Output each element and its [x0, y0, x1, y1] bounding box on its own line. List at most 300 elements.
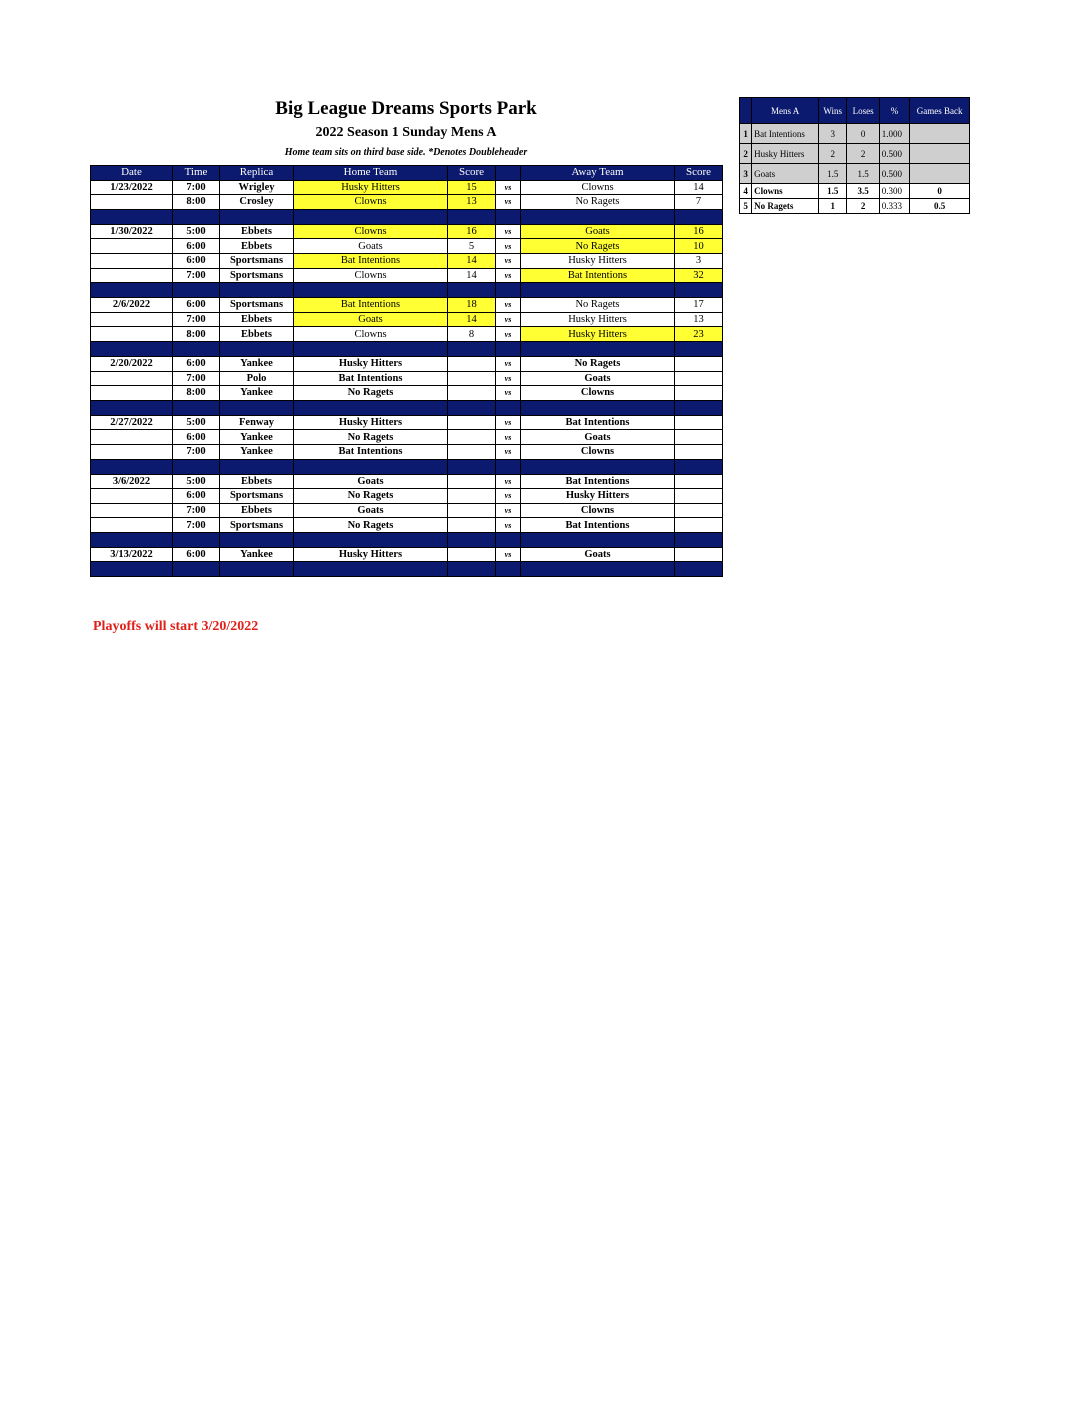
separator-cell — [496, 400, 521, 415]
home-team: No Ragets — [294, 489, 448, 504]
separator-cell — [220, 341, 294, 356]
away-team: Goats — [521, 547, 675, 562]
game-date — [91, 386, 173, 401]
home-team: Goats — [294, 312, 448, 327]
vs-label: vs — [496, 253, 521, 268]
standings-header-wins: Wins — [819, 98, 847, 124]
separator-cell — [496, 562, 521, 577]
game-row — [91, 195, 723, 210]
home-team: Bat Intentions — [294, 444, 448, 459]
separator-cell — [521, 341, 675, 356]
game-time: 6:00 — [173, 239, 220, 254]
separator-cell — [496, 532, 521, 547]
separator-cell — [220, 459, 294, 474]
game-row — [91, 444, 723, 459]
game-row — [91, 298, 723, 313]
game-date: 2/20/2022 — [91, 356, 173, 371]
replica-field: Polo — [220, 371, 294, 386]
separator-cell — [521, 209, 675, 224]
standings-team: Goats — [752, 164, 819, 184]
game-time: 5:00 — [173, 474, 220, 489]
away-score: 14 — [675, 180, 723, 195]
separator-cell — [91, 562, 173, 577]
replica-field: Sportsmans — [220, 518, 294, 533]
replica-field: Ebbets — [220, 503, 294, 518]
game-date — [91, 489, 173, 504]
game-date: 3/6/2022 — [91, 474, 173, 489]
away-score: 10 — [675, 239, 723, 254]
home-score: 14 — [448, 253, 496, 268]
game-time: 6:00 — [173, 356, 220, 371]
page-title: Big League Dreams Sports Park — [275, 98, 537, 119]
home-score: 14 — [448, 312, 496, 327]
game-date — [91, 268, 173, 283]
separator-cell — [91, 341, 173, 356]
game-row — [91, 268, 723, 283]
game-row — [91, 489, 723, 504]
separator-cell — [173, 283, 220, 298]
away-score — [675, 503, 723, 518]
away-score: 32 — [675, 268, 723, 283]
vs-label: vs — [496, 327, 521, 342]
away-score — [675, 415, 723, 430]
home-score: 14 — [448, 268, 496, 283]
standings-percent: 0.500 — [879, 144, 909, 164]
vs-label: vs — [496, 518, 521, 533]
replica-field: Sportsmans — [220, 268, 294, 283]
standings-wins: 1.5 — [819, 184, 847, 199]
week-separator-row — [91, 283, 723, 298]
column-header-time: Time — [173, 166, 220, 181]
home-team: Clowns — [294, 195, 448, 210]
away-team: Goats — [521, 430, 675, 445]
game-time: 6:00 — [173, 547, 220, 562]
standings-loses: 1.5 — [847, 164, 879, 184]
away-team: No Ragets — [521, 239, 675, 254]
away-score: 7 — [675, 195, 723, 210]
separator-cell — [173, 532, 220, 547]
separator-cell — [294, 341, 448, 356]
game-time: 7:00 — [173, 518, 220, 533]
standings-team: Bat Intentions — [752, 124, 819, 144]
replica-field: Wrigley — [220, 180, 294, 195]
standings-wins: 3 — [819, 124, 847, 144]
vs-label: vs — [496, 547, 521, 562]
standings-games-back — [910, 164, 970, 184]
separator-cell — [91, 209, 173, 224]
replica-field: Sportsmans — [220, 489, 294, 504]
game-time: 8:00 — [173, 386, 220, 401]
replica-field: Ebbets — [220, 224, 294, 239]
standings-team: No Ragets — [752, 199, 819, 214]
home-team: Husky Hitters — [294, 356, 448, 371]
separator-cell — [521, 459, 675, 474]
away-team: Clowns — [521, 386, 675, 401]
separator-cell — [91, 400, 173, 415]
home-score — [448, 415, 496, 430]
standings-rank: 5 — [740, 199, 752, 214]
standings-loses: 3.5 — [847, 184, 879, 199]
separator-cell — [496, 459, 521, 474]
vs-label: vs — [496, 239, 521, 254]
game-time: 6:00 — [173, 430, 220, 445]
away-team: Goats — [521, 371, 675, 386]
standings-wins: 1 — [819, 199, 847, 214]
separator-cell — [91, 532, 173, 547]
home-team: Bat Intentions — [294, 371, 448, 386]
separator-cell — [496, 283, 521, 298]
standings-row — [740, 144, 970, 164]
column-header-home-team: Home Team — [294, 166, 448, 181]
home-score — [448, 356, 496, 371]
separator-cell — [675, 209, 723, 224]
separator-cell — [521, 283, 675, 298]
week-separator-row — [91, 341, 723, 356]
game-date: 1/23/2022 — [91, 180, 173, 195]
separator-cell — [91, 459, 173, 474]
replica-field: Ebbets — [220, 474, 294, 489]
away-team: Husky Hitters — [521, 312, 675, 327]
away-score — [675, 371, 723, 386]
game-date — [91, 312, 173, 327]
game-row — [91, 312, 723, 327]
separator-cell — [220, 532, 294, 547]
home-team: Bat Intentions — [294, 253, 448, 268]
vs-label: vs — [496, 298, 521, 313]
separator-cell — [173, 209, 220, 224]
separator-cell — [448, 562, 496, 577]
game-row — [91, 503, 723, 518]
away-team: Clowns — [521, 180, 675, 195]
standings-row — [740, 124, 970, 144]
away-score — [675, 547, 723, 562]
home-team: No Ragets — [294, 386, 448, 401]
separator-cell — [448, 532, 496, 547]
away-team: Bat Intentions — [521, 518, 675, 533]
game-time: 8:00 — [173, 195, 220, 210]
game-row — [91, 474, 723, 489]
away-score — [675, 386, 723, 401]
home-score — [448, 430, 496, 445]
game-time: 7:00 — [173, 180, 220, 195]
home-team: Husky Hitters — [294, 180, 448, 195]
standings-header-percent: % — [879, 98, 909, 124]
away-team: No Ragets — [521, 298, 675, 313]
game-row — [91, 371, 723, 386]
standings-loses: 0 — [847, 124, 879, 144]
schedule-header-row — [91, 166, 723, 181]
standings-header-division: Mens A — [752, 98, 819, 124]
separator-cell — [675, 459, 723, 474]
standings-loses: 2 — [847, 144, 879, 164]
standings-games-back: 0.5 — [910, 199, 970, 214]
vs-label: vs — [496, 503, 521, 518]
away-score — [675, 489, 723, 504]
separator-cell — [521, 532, 675, 547]
away-team: No Ragets — [521, 356, 675, 371]
game-date — [91, 327, 173, 342]
week-separator-row — [91, 532, 723, 547]
separator-cell — [173, 562, 220, 577]
home-score — [448, 518, 496, 533]
game-date — [91, 430, 173, 445]
standings-percent: 0.500 — [879, 164, 909, 184]
vs-label: vs — [496, 474, 521, 489]
home-score: 15 — [448, 180, 496, 195]
home-score: 18 — [448, 298, 496, 313]
game-row — [91, 356, 723, 371]
vs-label: vs — [496, 444, 521, 459]
away-team: Husky Hitters — [521, 327, 675, 342]
standings-rank: 1 — [740, 124, 752, 144]
standings-team: Husky Hitters — [752, 144, 819, 164]
game-time: 7:00 — [173, 444, 220, 459]
vs-label: vs — [496, 356, 521, 371]
standings-header-games-back: Games Back — [910, 98, 970, 124]
home-team: Goats — [294, 474, 448, 489]
game-time: 6:00 — [173, 489, 220, 504]
away-team: Goats — [521, 224, 675, 239]
separator-cell — [173, 459, 220, 474]
home-team: No Ragets — [294, 430, 448, 445]
away-score: 3 — [675, 253, 723, 268]
playoffs-note: Playoffs will start 3/20/2022 — [93, 619, 259, 634]
game-row — [91, 327, 723, 342]
separator-cell — [675, 400, 723, 415]
separator-cell — [448, 341, 496, 356]
away-team: Bat Intentions — [521, 474, 675, 489]
week-separator-row — [91, 400, 723, 415]
vs-label: vs — [496, 268, 521, 283]
separator-cell — [448, 209, 496, 224]
replica-field: Ebbets — [220, 327, 294, 342]
standings-rank: 4 — [740, 184, 752, 199]
standings-percent: 0.300 — [879, 184, 909, 199]
standings-games-back: 0 — [910, 184, 970, 199]
game-time: 6:00 — [173, 253, 220, 268]
game-time: 7:00 — [173, 268, 220, 283]
game-time: 5:00 — [173, 415, 220, 430]
vs-label: vs — [496, 312, 521, 327]
game-date — [91, 253, 173, 268]
standings-row — [740, 184, 970, 199]
replica-field: Fenway — [220, 415, 294, 430]
column-header-date: Date — [91, 166, 173, 181]
game-row — [91, 180, 723, 195]
replica-field: Crosley — [220, 195, 294, 210]
replica-field: Yankee — [220, 386, 294, 401]
replica-field: Sportsmans — [220, 298, 294, 313]
standings-wins: 1.5 — [819, 164, 847, 184]
separator-cell — [675, 283, 723, 298]
away-score — [675, 444, 723, 459]
away-team: Clowns — [521, 444, 675, 459]
home-score: 13 — [448, 195, 496, 210]
away-team: No Ragets — [521, 195, 675, 210]
home-score: 16 — [448, 224, 496, 239]
column-header-away-score: Score — [675, 166, 723, 181]
replica-field: Yankee — [220, 444, 294, 459]
home-team: Goats — [294, 503, 448, 518]
vs-label: vs — [496, 489, 521, 504]
away-team: Husky Hitters — [521, 489, 675, 504]
replica-field: Ebbets — [220, 312, 294, 327]
home-team: Bat Intentions — [294, 298, 448, 313]
home-score — [448, 386, 496, 401]
game-row — [91, 415, 723, 430]
column-header-home-score: Score — [448, 166, 496, 181]
replica-field: Yankee — [220, 430, 294, 445]
week-separator-row — [91, 562, 723, 577]
separator-cell — [294, 400, 448, 415]
standings-team: Clowns — [752, 184, 819, 199]
away-score — [675, 430, 723, 445]
away-score: 23 — [675, 327, 723, 342]
home-team: No Ragets — [294, 518, 448, 533]
standings-table — [739, 97, 970, 214]
separator-cell — [448, 283, 496, 298]
away-team: Clowns — [521, 503, 675, 518]
separator-cell — [675, 532, 723, 547]
home-score: 5 — [448, 239, 496, 254]
vs-label: vs — [496, 386, 521, 401]
home-score — [448, 474, 496, 489]
week-separator-row — [91, 459, 723, 474]
game-date — [91, 371, 173, 386]
week-separator-row — [91, 209, 723, 224]
standings-rank: 3 — [740, 164, 752, 184]
game-date — [91, 239, 173, 254]
away-score — [675, 518, 723, 533]
game-time: 7:00 — [173, 371, 220, 386]
vs-label: vs — [496, 430, 521, 445]
separator-cell — [521, 400, 675, 415]
home-score: 8 — [448, 327, 496, 342]
separator-cell — [220, 283, 294, 298]
away-score: 13 — [675, 312, 723, 327]
separator-cell — [294, 532, 448, 547]
away-score — [675, 474, 723, 489]
game-date — [91, 444, 173, 459]
separator-cell — [294, 459, 448, 474]
game-date: 3/13/2022 — [91, 547, 173, 562]
game-date: 2/27/2022 — [91, 415, 173, 430]
game-date: 2/6/2022 — [91, 298, 173, 313]
standings-row — [740, 164, 970, 184]
separator-cell — [294, 283, 448, 298]
replica-field: Ebbets — [220, 239, 294, 254]
game-row — [91, 224, 723, 239]
replica-field: Yankee — [220, 356, 294, 371]
away-score: 17 — [675, 298, 723, 313]
game-row — [91, 386, 723, 401]
away-team: Bat Intentions — [521, 415, 675, 430]
game-date: 1/30/2022 — [91, 224, 173, 239]
separator-cell — [448, 459, 496, 474]
game-time: 7:00 — [173, 312, 220, 327]
away-score: 16 — [675, 224, 723, 239]
game-row — [91, 430, 723, 445]
away-score — [675, 356, 723, 371]
game-time: 6:00 — [173, 298, 220, 313]
separator-cell — [294, 209, 448, 224]
separator-cell — [91, 283, 173, 298]
column-header-replica: Replica — [220, 166, 294, 181]
away-team: Husky Hitters — [521, 253, 675, 268]
home-team: Husky Hitters — [294, 415, 448, 430]
separator-cell — [496, 341, 521, 356]
game-date — [91, 503, 173, 518]
home-team: Goats — [294, 239, 448, 254]
separator-cell — [448, 400, 496, 415]
home-score — [448, 503, 496, 518]
vs-label: vs — [496, 224, 521, 239]
replica-field: Yankee — [220, 547, 294, 562]
vs-label: vs — [496, 195, 521, 210]
standings-games-back — [910, 124, 970, 144]
home-score — [448, 489, 496, 504]
game-date — [91, 518, 173, 533]
standings-games-back — [910, 144, 970, 164]
standings-percent: 1.000 — [879, 124, 909, 144]
vs-label: vs — [496, 371, 521, 386]
home-score — [448, 444, 496, 459]
standings-rank: 2 — [740, 144, 752, 164]
separator-cell — [521, 562, 675, 577]
column-header-away-team: Away Team — [521, 166, 675, 181]
separator-cell — [220, 562, 294, 577]
schedule-note: Home team sits on third base side. *Denotes Doubleheader — [284, 147, 528, 158]
separator-cell — [675, 562, 723, 577]
game-row — [91, 239, 723, 254]
home-team: Clowns — [294, 224, 448, 239]
game-time: 5:00 — [173, 224, 220, 239]
game-row — [91, 547, 723, 562]
game-time: 8:00 — [173, 327, 220, 342]
home-team: Husky Hitters — [294, 547, 448, 562]
standings-header-rank — [740, 98, 752, 124]
separator-cell — [220, 209, 294, 224]
vs-label: vs — [496, 415, 521, 430]
standings-header-row — [740, 98, 970, 124]
standings-loses: 2 — [847, 199, 879, 214]
home-team: Clowns — [294, 327, 448, 342]
away-team: Bat Intentions — [521, 268, 675, 283]
separator-cell — [173, 341, 220, 356]
separator-cell — [294, 562, 448, 577]
standings-header-loses: Loses — [847, 98, 879, 124]
replica-field: Sportsmans — [220, 253, 294, 268]
standings-percent: 0.333 — [879, 199, 909, 214]
column-header-vs — [496, 166, 521, 181]
season-subtitle: 2022 Season 1 Sunday Mens A — [315, 125, 497, 140]
game-row — [91, 518, 723, 533]
separator-cell — [496, 209, 521, 224]
home-score — [448, 547, 496, 562]
separator-cell — [220, 400, 294, 415]
separator-cell — [675, 341, 723, 356]
schedule-table — [90, 165, 723, 577]
game-date — [91, 195, 173, 210]
vs-label: vs — [496, 180, 521, 195]
standings-wins: 2 — [819, 144, 847, 164]
home-score — [448, 371, 496, 386]
game-time: 7:00 — [173, 503, 220, 518]
home-team: Clowns — [294, 268, 448, 283]
standings-row — [740, 199, 970, 214]
game-row — [91, 253, 723, 268]
separator-cell — [173, 400, 220, 415]
